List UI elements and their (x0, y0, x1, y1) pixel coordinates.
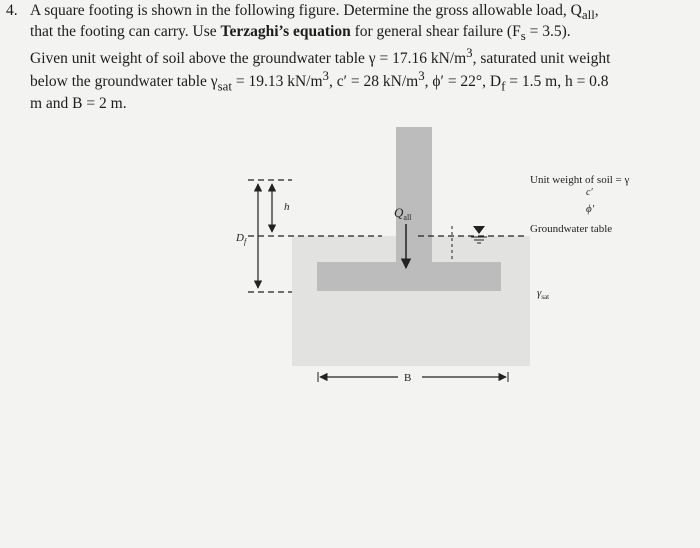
superscript: 3 (466, 45, 473, 61)
subscript: f (501, 78, 506, 94)
text-run: for general shear failure (F (350, 23, 521, 41)
text-run: , saturated unit weight (472, 50, 611, 68)
text-run: , ϕ′ = 22°, D (424, 73, 502, 91)
subscript: all (581, 7, 595, 23)
text-run: , c′ = 28 kN/m (328, 73, 419, 91)
text-run: Given unit weight of soil above the groundwater table γ = 17.16 kN/m (30, 50, 467, 68)
footing-base (317, 262, 501, 291)
subscript: sat (217, 78, 232, 94)
equation-name: Terzaghi’s equation (220, 23, 351, 41)
groundwater-table-label: Groundwater table (530, 223, 613, 235)
superscript: 3 (418, 68, 425, 84)
text-run: m and B = 2 m. (30, 94, 127, 112)
footing-column (396, 127, 432, 263)
friction-angle-label: ϕ′ (586, 203, 595, 215)
load-label: $Q_{all}$ (394, 205, 412, 222)
text-run: below the groundwater table γ (30, 73, 218, 91)
cohesion-label: c′ (586, 187, 593, 198)
text-run: = 1.5 m, h = 0.8 (505, 73, 609, 91)
problem-number: 4. (6, 2, 18, 19)
saturated-unit-weight-label: $\gamma_{sat}$ (537, 287, 550, 301)
text-run: A square footing is shown in the following figure. Determine the gross allowable load, Q (30, 2, 582, 19)
text-run: that the footing can carry. Use (30, 23, 221, 41)
unit-weight-label: Unit weight of soil = γ (530, 174, 630, 186)
text-run: = 3.5). (525, 23, 571, 41)
h-label: h (284, 201, 290, 213)
superscript: 3 (322, 68, 329, 84)
b-label: B (404, 372, 412, 384)
text-run: = 19.13 kN/m (231, 73, 323, 91)
subscript: s (520, 28, 526, 44)
text-run: , (594, 2, 599, 19)
df-label: $D_f$ (236, 232, 247, 246)
